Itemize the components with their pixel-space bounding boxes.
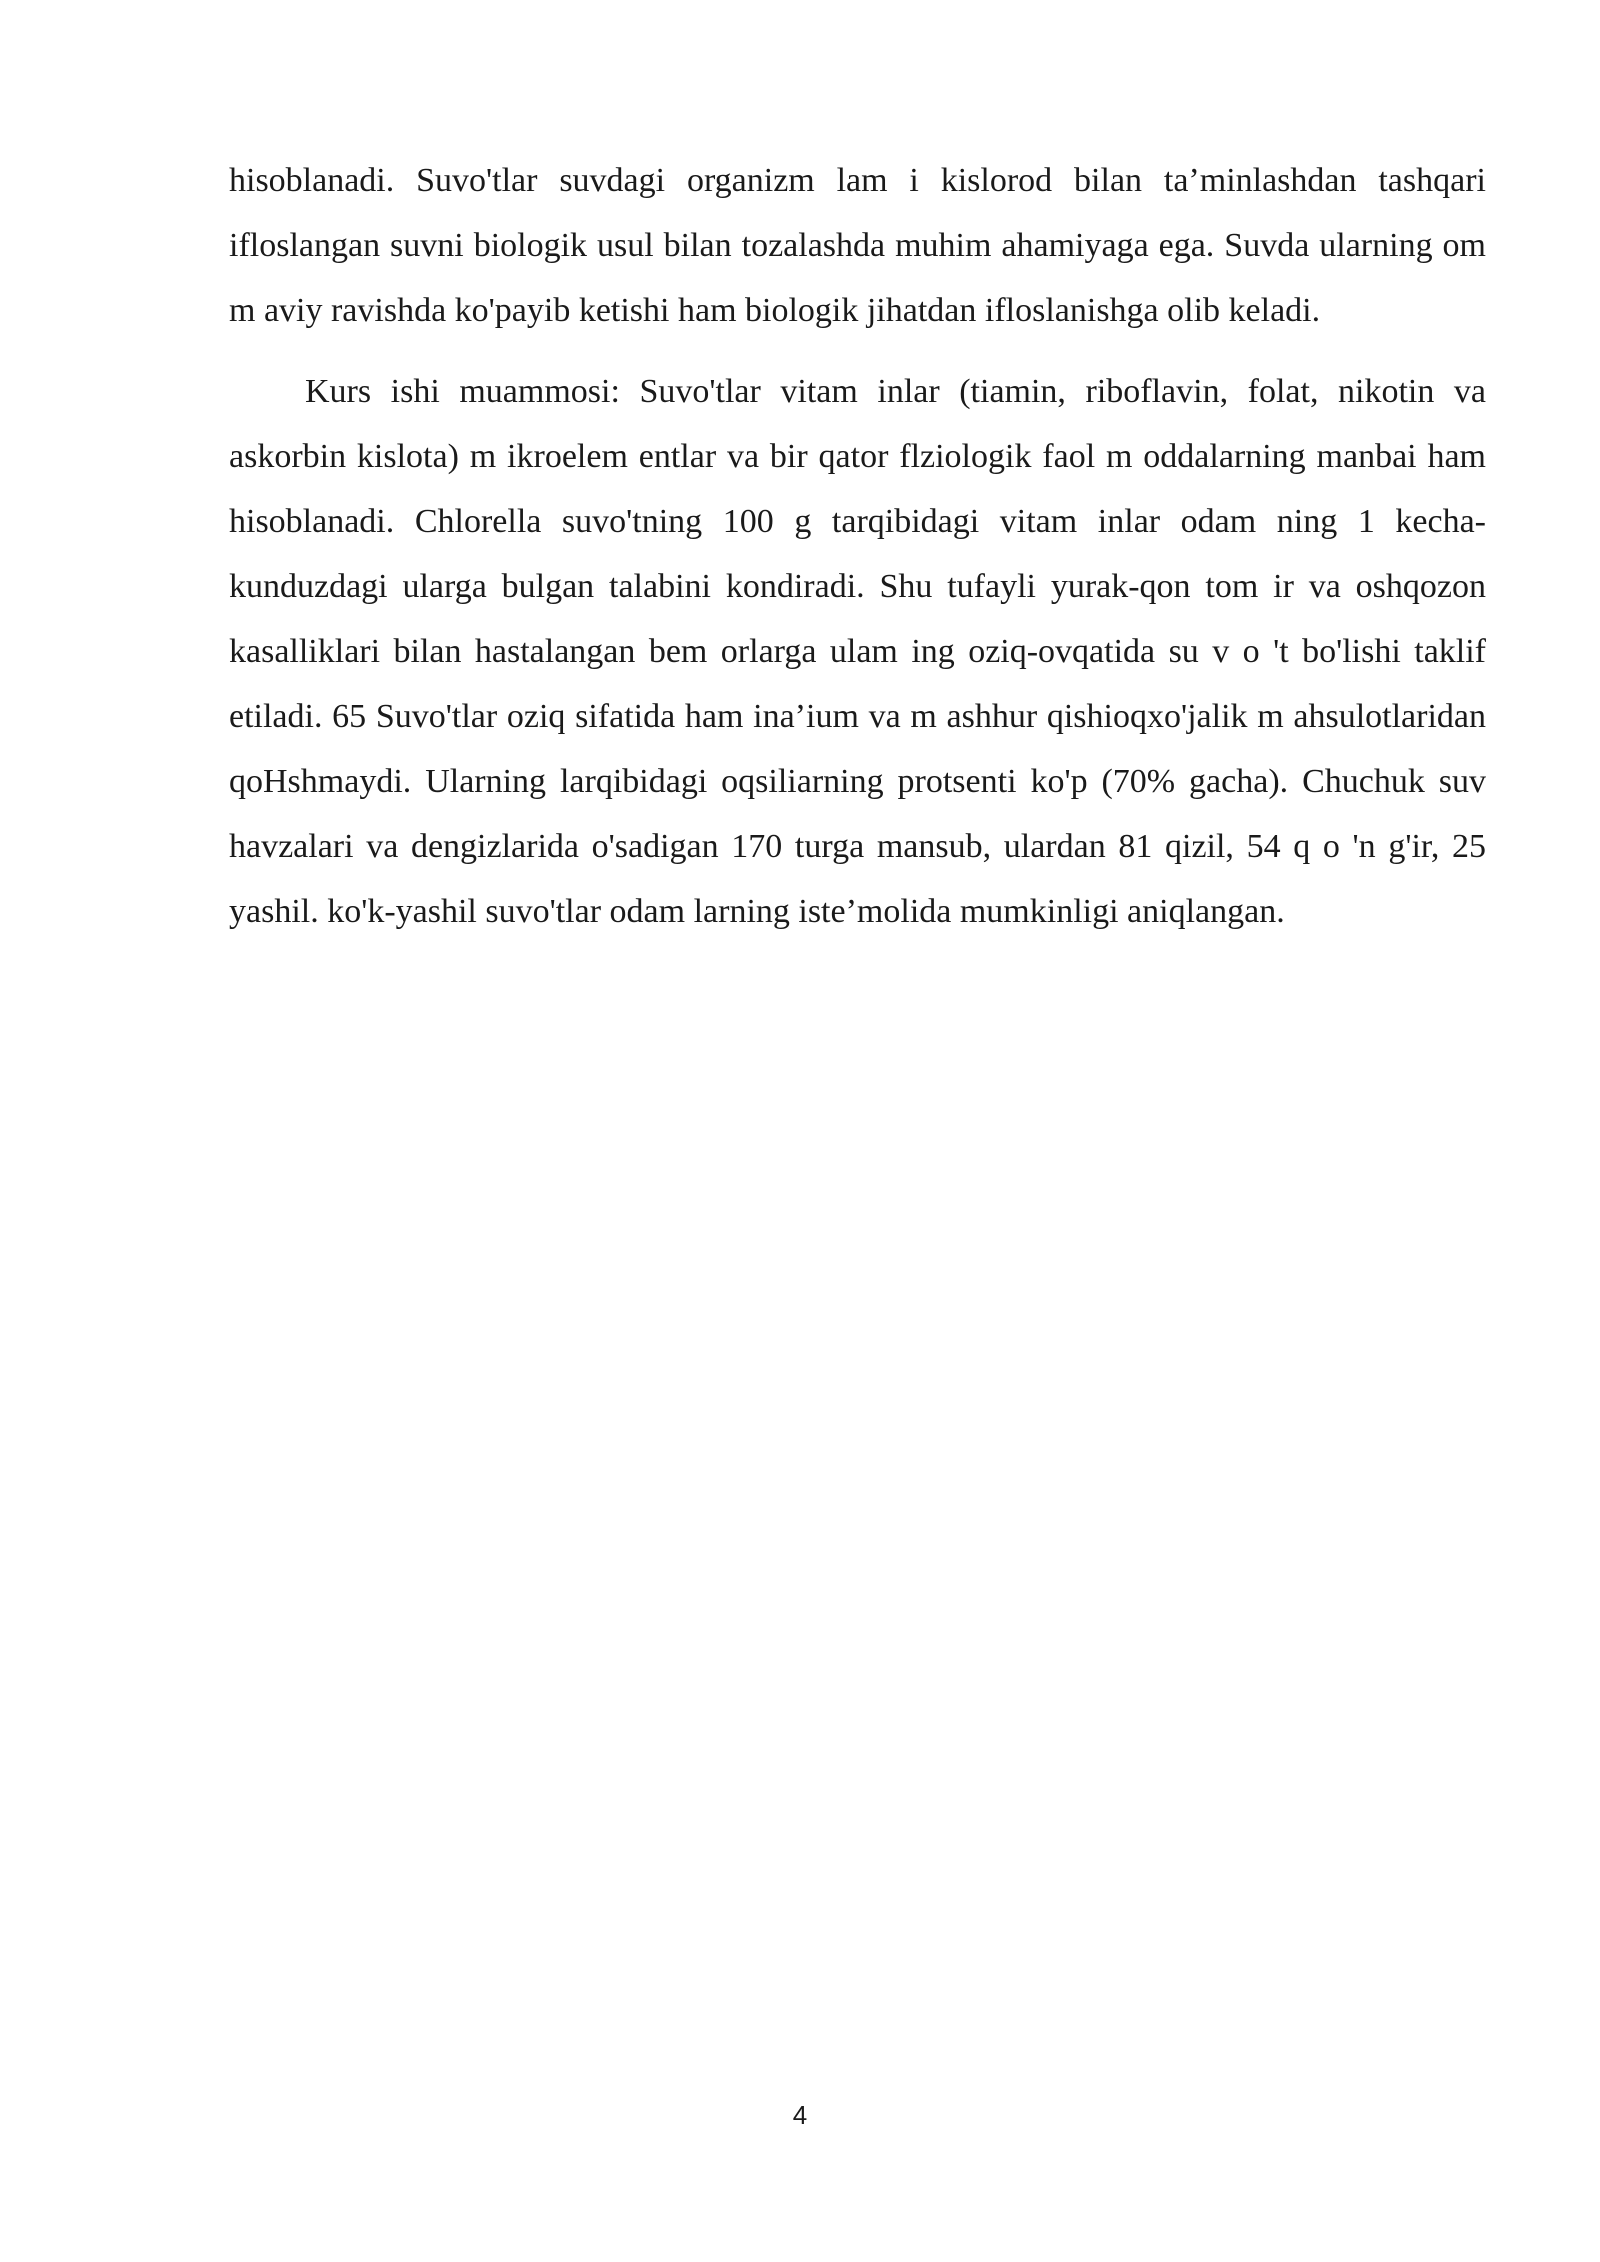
paragraph-continuation: hisoblanadi. Suvo'tlar suvdagi organizm lam i kislorod bilan ta’minlashdan tashqari ifloslangan suvni biologik usul bilan tozalashda muhim ahamiyaga ega. Suvda ularning om m aviy ravishda ko'payib ketishi ham biologik jihatdan ifloslanishga olib keladi. [229, 162, 1486, 329]
body-text [229, 148, 1486, 944]
page-number: 4 [792, 2100, 808, 2130]
paragraph-problem-statement: Kurs ishi muammosi: Suvo'tlar vitam inlar (tiamin, riboflavin, folat, nikotin va askorbin kislota) m ikroelem entlar va bir qator flziologik faol m oddalarning manbai ham hisoblanadi. Chlorella suvo'tning 100 g tarqibidagi vitam inlar odam ning 1 kecha-kunduzdagi ularga bulgan talabini kondiradi. Shu tufayli yurak-qon tom ir va oshqozon kasalliklari bilan hastalangan bem orlarga ulam ing oziq-ovqatida su v o 't bo'lishi taklif etiladi. 65 Suvo'tlar oziq sifatida ham ina’ium va m ashhur qishioqxo'jalik m ahsulotlaridan qoHshmaydi. Ularning larqibidagi oqsiliarning protsenti ko'p (70% gacha). Chuchuk suv havzalari va dengizlarida o'sadigan 170 turga mansub, ulardan 81 qizil, 54 q o 'n g'ir, 25 yashil. ko'k-yashil suvo'tlar odam larning iste’molida mumkinligi aniqlangan. [229, 373, 1486, 930]
